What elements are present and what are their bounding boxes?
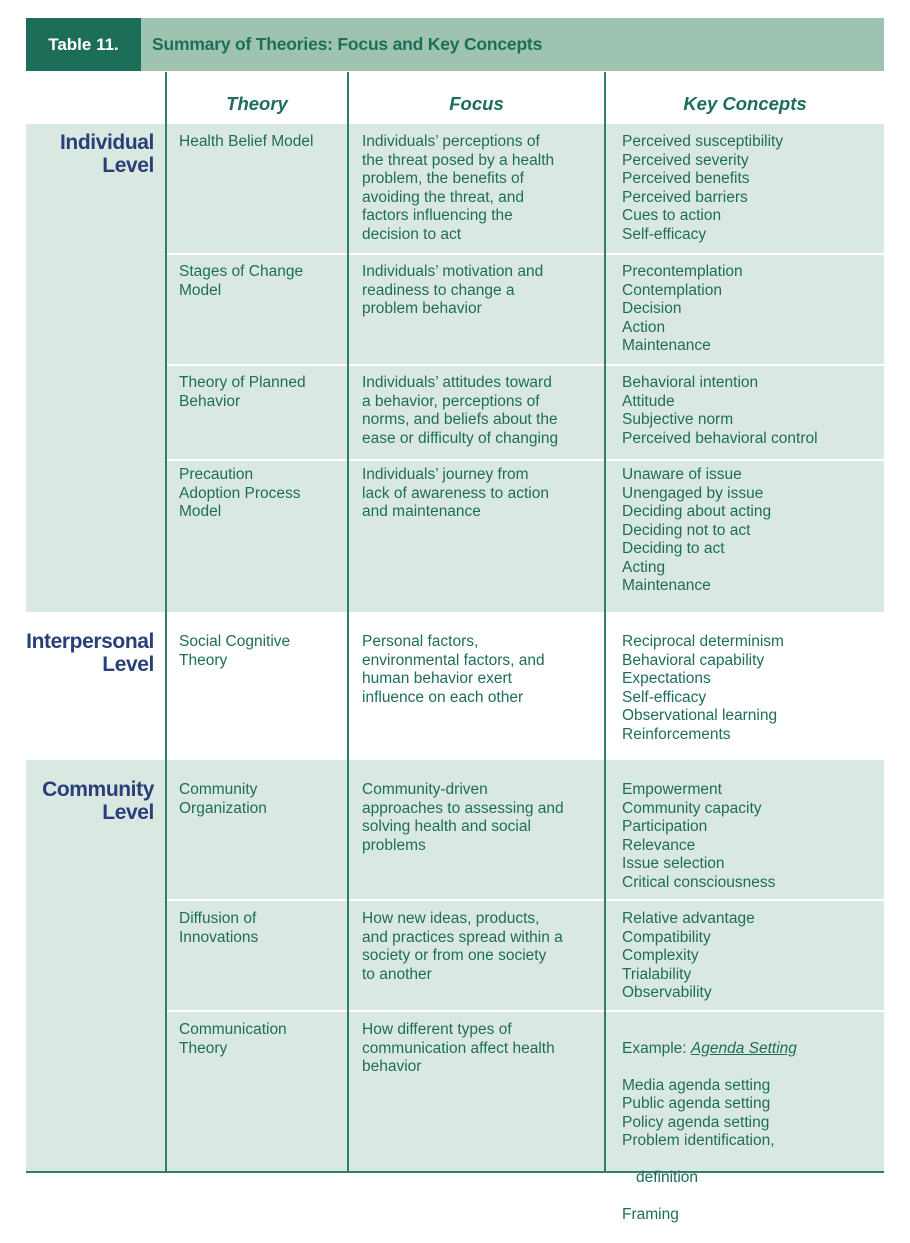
key-concepts-cell: Precontemplation Contemplation Decision Action Maintenance <box>622 263 743 354</box>
theory-cell: Health Belief Model <box>179 133 314 150</box>
row-separator <box>349 459 604 461</box>
theory-cell: Diffusion of Innovations <box>179 910 259 946</box>
theory-cell: Community Organization <box>179 781 267 817</box>
focus-cell: Community-driven approaches to assessing and solving health and social problems <box>362 781 564 854</box>
key-concepts-cell: Empowerment Community capacity Participation Relevance Issue selection Critical consciousness <box>622 781 776 891</box>
row-separator <box>349 899 604 901</box>
key-concepts-cell <box>622 1021 884 1243</box>
row-separator <box>167 253 347 255</box>
agenda-setting-link[interactable]: Agenda Setting <box>690 1039 797 1057</box>
row-separator <box>606 364 884 366</box>
column-divider <box>165 72 167 1172</box>
focus-cell: Individuals’ perceptions of the threat posed by a health problem, the benefits of avoiding the threat, and factors influencing the decision to act <box>362 133 555 243</box>
row-separator <box>349 364 604 366</box>
row-separator <box>167 364 347 366</box>
row-separator <box>349 253 604 255</box>
table-number: Table 11. <box>26 18 141 71</box>
key-concepts-cell: Relative advantage Compatibility Complexity Trialability Observability <box>622 910 755 1001</box>
header-key-concepts: Key Concepts <box>683 93 807 114</box>
focus-cell: How new ideas, products, and practices spread within a society or from one society to another <box>362 910 563 983</box>
theory-cell: Stages of Change Model <box>179 263 304 299</box>
level-individual: Individual Level <box>59 131 154 177</box>
focus-cell: Individuals’ journey from lack of awareness to action and maintenance <box>362 466 549 520</box>
column-divider <box>347 72 349 1172</box>
level-interpersonal: Interpersonal Level <box>26 630 154 676</box>
key-concepts-cell: Behavioral intention Attitude Subjective norm Perceived behavioral control <box>622 374 818 447</box>
row-separator <box>606 1010 884 1012</box>
row-separator <box>606 899 884 901</box>
key-concepts-list: Media agenda setting Public agenda setting Policy agenda setting Problem identification, <box>622 1076 775 1149</box>
header-theory: Theory <box>226 93 288 114</box>
key-concepts-indent: definition <box>636 1169 699 1186</box>
key-example-prefix: Example: <box>622 1039 691 1057</box>
key-concepts-cell: Perceived susceptibility Perceived severity Perceived benefits Perceived barriers Cues to action Self-efficacy <box>622 133 784 243</box>
theory-cell: Precaution Adoption Process Model <box>179 466 301 520</box>
row-separator <box>167 899 347 901</box>
key-concepts-cell: Unaware of issue Unengaged by issue Deciding about acting Deciding not to act Deciding to act Acting Maintenance <box>622 466 772 594</box>
focus-cell: How different types of communication affect health behavior <box>362 1021 555 1075</box>
row-separator <box>167 459 347 461</box>
focus-cell: Individuals’ motivation and readiness to change a problem behavior <box>362 263 544 317</box>
header-focus: Focus <box>449 93 504 114</box>
focus-cell: Individuals’ attitudes toward a behavior, perceptions of norms, and beliefs about the ease or difficulty of changing <box>362 374 559 447</box>
row-separator <box>167 1010 347 1012</box>
focus-cell: Personal factors, environmental factors, and human behavior exert influence on each other <box>362 633 545 706</box>
table-title: Summary of Theories: Focus and Key Concepts <box>152 34 543 54</box>
key-example-line <box>622 1040 884 1059</box>
level-community: Community Level <box>42 778 154 824</box>
theory-cell: Social Cognitive Theory <box>179 633 291 669</box>
row-separator <box>606 253 884 255</box>
row-separator <box>606 459 884 461</box>
key-concepts-cell: Reciprocal determinism Behavioral capability Expectations Self-efficacy Observational learning Reinforcements <box>622 633 784 743</box>
row-separator <box>349 1010 604 1012</box>
theory-cell: Theory of Planned Behavior <box>179 374 306 410</box>
theory-cell: Communication Theory <box>179 1021 287 1057</box>
key-concepts-last: Framing <box>622 1206 679 1223</box>
column-divider <box>604 72 606 1172</box>
table-title-bar <box>26 18 884 71</box>
